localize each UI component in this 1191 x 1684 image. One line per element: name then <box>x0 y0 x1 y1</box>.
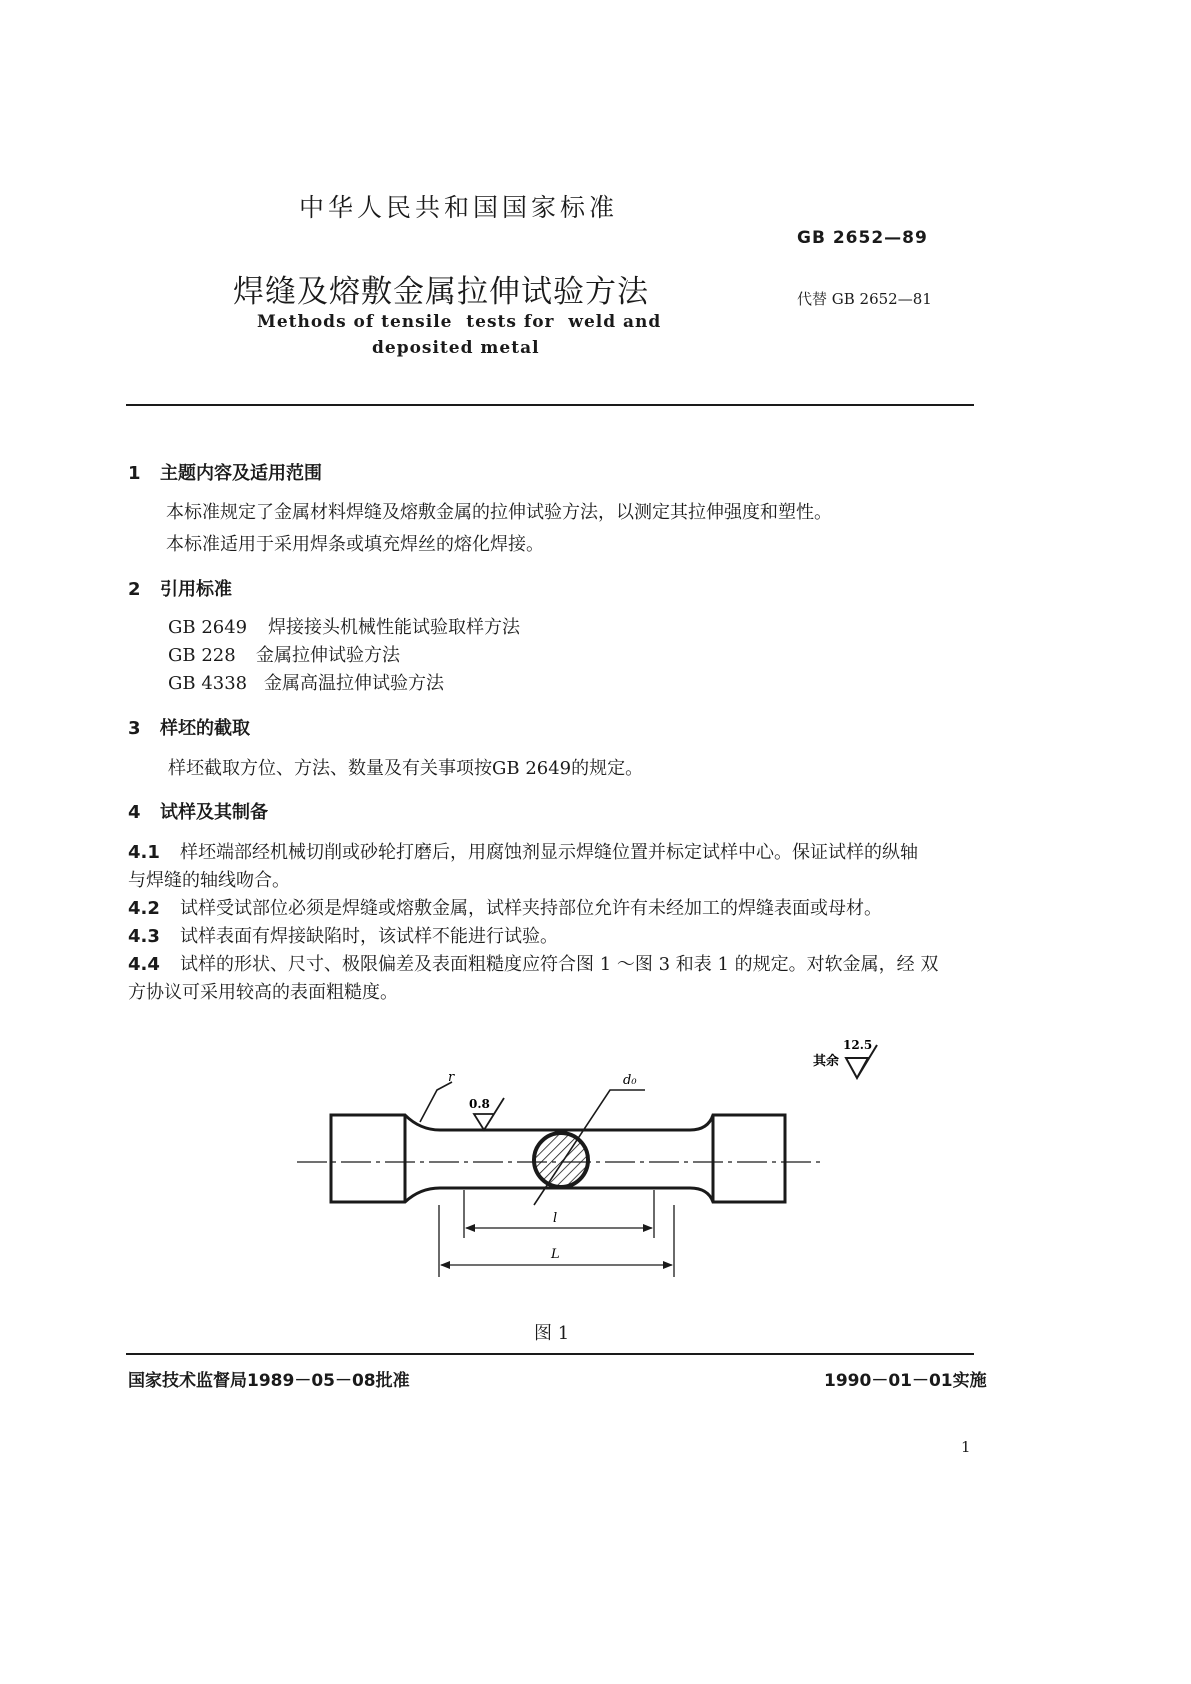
footer-divider <box>126 1353 974 1355</box>
d0-label: d₀ <box>623 1073 637 1088</box>
document-title: 焊缝及熔敷金属拉伸试验方法 <box>233 274 649 310</box>
reference-code: GB 4338 <box>168 673 248 694</box>
section-4-number: 4 <box>128 802 141 823</box>
section-1-paragraph-1: 本标准规定了金属材料焊缝及熔敷金属的拉伸试验方法，以测定其拉伸强度和塑性。 <box>166 502 832 523</box>
reference-code: GB 2649 <box>168 617 248 638</box>
cross-section-circle <box>534 1133 588 1187</box>
page-number: 1 <box>961 1438 971 1456</box>
standard-code: GB 2652—89 <box>797 228 928 248</box>
national-standard-heading: 中华人民共和国国家标准 <box>299 193 619 222</box>
roughness-symbol-surface <box>469 1097 504 1130</box>
clause-number: 4.1 <box>128 842 160 863</box>
l-label: l <box>553 1211 558 1226</box>
clause-text: 样坯端部经机械切削或砂轮打磨后，用腐蚀剂显示焊缝位置并标定试样中心。保证试样的纵轴 <box>180 842 918 863</box>
effective-date: 1990－01－01实施 <box>824 1371 987 1391</box>
L-label: L <box>551 1247 560 1262</box>
clause-text: 试样受试部位必须是焊缝或熔敷金属，试样夹持部位允许有未经加工的焊缝表面或母材。 <box>180 898 882 919</box>
section-2-title: 引用标准 <box>160 579 232 600</box>
roughness-surface-value: 0.8 <box>469 1097 490 1111</box>
reference-name: 金属高温拉伸试验方法 <box>264 673 444 694</box>
roughness-other-value: 12.5 <box>843 1038 873 1052</box>
section-3-paragraph: 样坯截取方位、方法、数量及有关事项按GB 2649的规定。 <box>168 758 644 779</box>
replaces-note: 代替 GB 2652—81 <box>797 290 932 308</box>
roughness-other-label: 其余 <box>813 1054 840 1069</box>
section-1-title: 主题内容及适用范围 <box>160 463 322 484</box>
roughness-symbol-other <box>813 1038 877 1078</box>
reference-name: 金属拉伸试验方法 <box>256 645 400 666</box>
dimension-l <box>464 1190 654 1238</box>
approval-line: 国家技术监督局1989－05－08批准 <box>128 1371 410 1391</box>
section-2-number: 2 <box>128 579 141 600</box>
clause-4-4-continuation: 方协议可采用较高的表面粗糙度。 <box>128 982 398 1003</box>
section-1-number: 1 <box>128 463 141 484</box>
section-3-number: 3 <box>128 718 141 739</box>
r-label: r <box>448 1070 455 1085</box>
clause-number: 4.2 <box>128 898 160 919</box>
section-1-paragraph-2: 本标准适用于采用焊条或填充焊丝的熔化焊接。 <box>166 534 544 555</box>
clause-4-1-continuation: 与焊缝的轴线吻合。 <box>128 870 290 891</box>
figure-caption: 图 1 <box>534 1323 570 1344</box>
english-title-line1: Methods of tensile tests for weld and <box>257 312 662 332</box>
clause-text: 试样表面有焊接缺陷时，该试样不能进行试验。 <box>180 926 558 947</box>
clause-number: 4.4 <box>128 954 160 975</box>
clause-text: 试样的形状、尺寸、极限偏差及表面粗糙度应符合图 1 ～图 3 和表 1 的规定。对软金属，经 双 <box>180 954 939 975</box>
reference-code: GB 228 <box>168 645 236 666</box>
clause-number: 4.3 <box>128 926 160 947</box>
section-3-title: 样坯的截取 <box>160 718 250 739</box>
r-leader <box>420 1082 452 1122</box>
english-title-line2: deposited metal <box>372 338 540 358</box>
section-4-title: 试样及其制备 <box>160 802 268 823</box>
reference-name: 焊接接头机械性能试验取样方法 <box>268 617 520 638</box>
